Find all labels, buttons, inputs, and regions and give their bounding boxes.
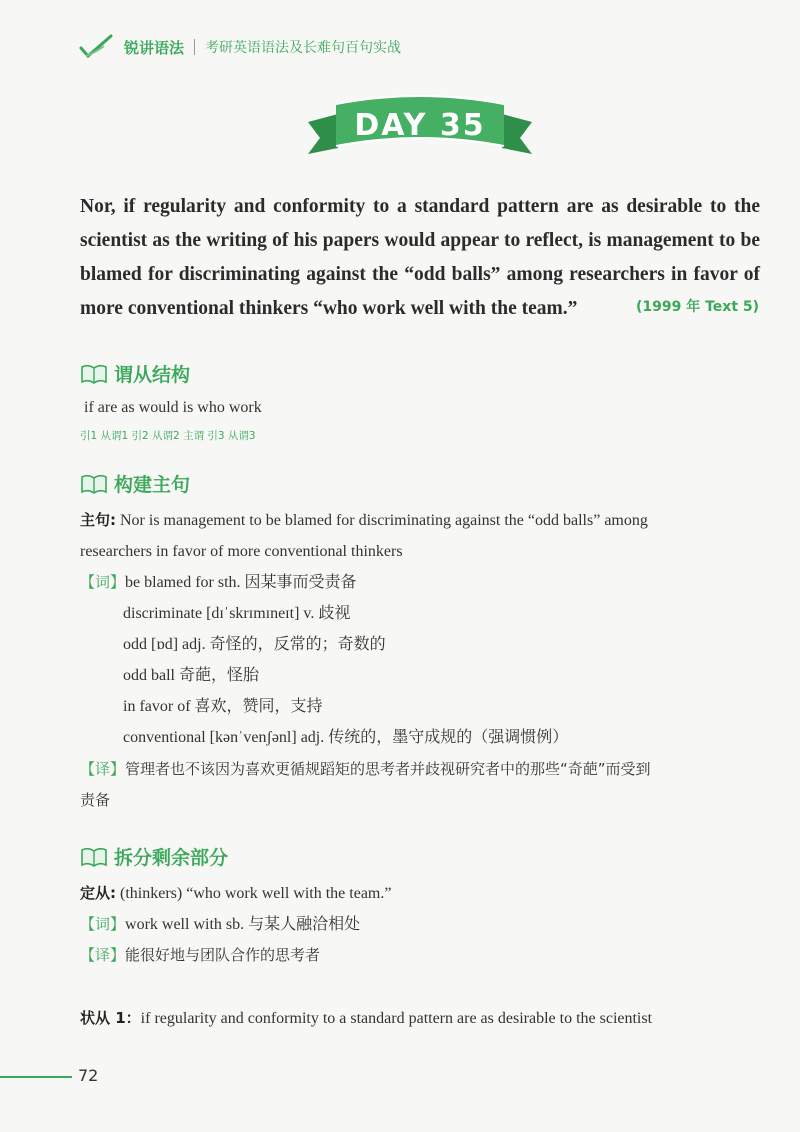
vocab-tag: 【词】 <box>80 573 126 591</box>
predicate-labels: 引1 从谓1 引2 从谓2 主谓 引3 从谓3 <box>80 430 256 442</box>
translation-text: 管理者也不该因为喜欢更循规蹈矩的思考者并歧视研究者中的那些“奇葩”而受到 <box>125 760 651 778</box>
vocab-item: odd ball 奇葩，怪胎 <box>123 667 259 684</box>
adverbial-label: 状从 1： <box>80 1009 141 1027</box>
vocab-item: work well with sb. 与某人融洽相处 <box>125 916 361 933</box>
section-title-main-clause <box>80 470 190 497</box>
translation-tag: 【译】 <box>80 760 126 778</box>
translation-line-2: 责备 <box>80 791 111 809</box>
vocab-item: be blamed for sth. 因某事而受责备 <box>125 574 357 591</box>
section-title-predicate-structure <box>80 360 190 387</box>
day-label: DAY 35 <box>354 108 486 143</box>
target-sentence: Nor, if regularity and conformity to a standard pattern are as desirable to the scientist as the writing of his papers would appear to reflect, is management to be blamed for discriminating against the “odd balls” among researchers in favor of more conventional thinkers “who work well with the team.” <box>80 196 760 319</box>
attributive-label: 定从: <box>80 884 116 902</box>
main-clause-line-2: researchers in favor of more conventional thinkers <box>80 543 403 560</box>
book-subtitle: 考研英语语法及长难句百句实战 <box>205 40 402 56</box>
attributive-clause-line <box>80 878 760 909</box>
header-divider <box>194 39 195 55</box>
section-title-text: 构建主句 <box>114 474 191 496</box>
open-book-icon <box>80 846 108 868</box>
translation-tag: 【译】 <box>80 946 126 964</box>
translation-text: 能很好地与团队合作的思考者 <box>125 946 321 964</box>
section-title-text: 谓从结构 <box>114 364 191 386</box>
adverbial-text: if regularity and conformity to a standard pattern are as desirable to the scientist <box>140 1010 653 1027</box>
vocab-item: in favor of 喜欢，赞同，支持 <box>123 698 323 715</box>
main-clause-label: 主句: <box>80 511 116 529</box>
page-header <box>78 34 401 60</box>
open-book-icon <box>80 363 108 385</box>
attributive-text: (thinkers) “who work well with the team.” <box>116 885 392 902</box>
pen-check-icon <box>78 34 114 60</box>
page-number: 72 <box>78 1066 99 1085</box>
day-ribbon <box>300 92 540 162</box>
sentence-source: (1999 年 Text 5) <box>636 299 760 315</box>
section-title-text: 拆分剩余部分 <box>114 847 229 869</box>
adverbial-clause-line <box>80 1003 760 1034</box>
open-book-icon <box>80 473 108 495</box>
translation-line-1 <box>80 754 760 785</box>
translation-line <box>80 940 760 971</box>
section-title-remaining-parts <box>80 843 228 870</box>
main-clause-line-1 <box>80 505 760 536</box>
main-clause-text: Nor is management to be blamed for discriminating against the “odd balls” among <box>116 512 648 529</box>
vocab-tag: 【词】 <box>80 915 126 933</box>
vocab-item: odd [ɒd] adj. 奇怪的，反常的；奇数的 <box>123 636 386 653</box>
vocab-line <box>80 909 760 940</box>
vocab-item: conventional [kənˈvenʃənl] adj. 传统的，墨守成规的（强调惯例） <box>123 729 569 746</box>
predicate-words: if are as would is who work <box>84 399 262 416</box>
footer-rule <box>0 1076 72 1078</box>
vocab-line-1 <box>80 567 760 598</box>
brand-title: 锐讲语法 <box>124 38 185 57</box>
vocab-item: discriminate [dɪˈskrɪmɪneɪt] v. 歧视 <box>123 605 351 622</box>
